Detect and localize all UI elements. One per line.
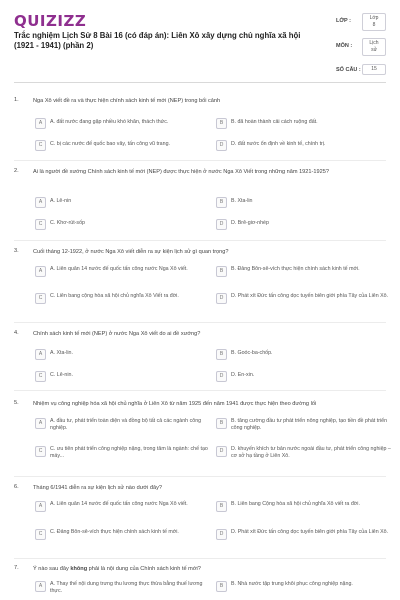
- option-text: A. Liên quân 14 nước đế quốc tấn công nước Nga Xô viết.: [50, 266, 188, 272]
- option-text: D. En-xin.: [231, 372, 255, 378]
- option-letter: D: [216, 446, 227, 457]
- class-value-line-2: 8: [372, 22, 376, 28]
- question-text: Tháng 6/1941 diễn ra sự kiện lịch sử nào dưới đây?: [33, 485, 163, 491]
- option-letter: B: [216, 501, 227, 512]
- option-text: B. đã hoàn thành cải cách ruộng đất.: [231, 119, 318, 125]
- option-d[interactable]: [216, 219, 393, 233]
- question-number: 7.: [14, 565, 19, 571]
- option-c[interactable]: [35, 446, 212, 468]
- option-c[interactable]: [35, 293, 212, 315]
- option-d[interactable]: [216, 293, 393, 315]
- subject-value: [362, 38, 386, 56]
- subject-label: MÔN :: [336, 43, 353, 49]
- question-divider: [14, 160, 386, 161]
- option-a[interactable]: [35, 266, 212, 288]
- option-letter: C: [35, 446, 46, 457]
- option-letter: B: [216, 197, 227, 208]
- option-b[interactable]: [216, 349, 393, 363]
- question-6: [14, 484, 389, 556]
- option-text: B. Đảng Bôn-sê-vích thực hiện chính sách kinh tế mới.: [231, 266, 360, 272]
- option-text: A. Thay thế nội dung trưng thu lương thực thừa bằng thuế lương thực.: [50, 581, 203, 594]
- question-text: Nga Xô viết đề ra và thực hiện chính sách kinh tế mới (NEP) trong bối cảnh: [33, 98, 221, 104]
- option-text: C. ưu tiên phát triển công nghiệp nặng, trong tâm là ngành: chế tạo máy...: [50, 446, 208, 459]
- option-d[interactable]: [216, 371, 393, 385]
- option-text: D. đất nước ổn định về kinh tế, chính trị.: [231, 141, 326, 147]
- question-text-after: phải là nội dung của Chính sách kinh tế mới?: [87, 566, 201, 572]
- option-text: A. Xta-lin.: [50, 350, 73, 356]
- option-letter: D: [216, 219, 227, 230]
- question-text-before: Ý nào sau đây: [33, 566, 71, 572]
- option-letter: B: [216, 418, 227, 429]
- option-c[interactable]: [35, 371, 212, 385]
- option-d[interactable]: [216, 529, 393, 551]
- option-letter: B: [216, 118, 227, 129]
- option-a[interactable]: [35, 418, 212, 440]
- option-letter: B: [216, 266, 227, 277]
- option-a[interactable]: [35, 581, 212, 600]
- question-number: 2.: [14, 168, 19, 174]
- option-a[interactable]: [35, 501, 212, 523]
- option-a[interactable]: [35, 349, 212, 363]
- subject-value-line-1: Lịch: [369, 40, 379, 46]
- option-text: A. đất nước đang gặp nhiều khó khăn, thách thức.: [50, 119, 169, 125]
- option-letter: B: [216, 349, 227, 360]
- option-letter: A: [35, 501, 46, 512]
- option-a[interactable]: [35, 118, 212, 132]
- option-letter: A: [35, 349, 46, 360]
- question-1: [14, 97, 386, 157]
- option-b[interactable]: [216, 501, 393, 523]
- option-letter: D: [216, 529, 227, 540]
- question-text-emphasis: không: [70, 566, 88, 572]
- question-number: 3.: [14, 248, 19, 254]
- option-c[interactable]: [35, 529, 212, 551]
- option-text: A. Liên quân 14 nước đế quốc tấn công nước Nga Xô viết.: [50, 501, 188, 507]
- class-label: LỚP :: [336, 18, 351, 24]
- question-divider: [14, 476, 386, 477]
- option-letter: D: [216, 293, 227, 304]
- option-b[interactable]: [216, 581, 393, 600]
- option-letter: B: [216, 581, 227, 592]
- question-text: [33, 565, 383, 573]
- question-3: [14, 248, 389, 320]
- option-letter: D: [216, 140, 227, 151]
- question-number: 4.: [14, 330, 19, 336]
- option-b[interactable]: [216, 418, 393, 440]
- question-2: [14, 168, 386, 238]
- quizizz-logo: QUIZIZZ: [14, 12, 87, 30]
- option-letter: A: [35, 118, 46, 129]
- option-b[interactable]: [216, 197, 393, 211]
- option-letter: C: [35, 529, 46, 540]
- question-divider: [14, 390, 386, 391]
- question-number: 1.: [14, 97, 19, 103]
- option-letter: A: [35, 418, 46, 429]
- option-text: B. Xta-lin: [231, 198, 253, 204]
- question-divider: [14, 322, 386, 323]
- question-number: 6.: [14, 484, 19, 490]
- option-text: D. khuyến khích tư bản nước ngoài đầu tư, phát triển công nghiệp – cơ sở hạ tầng ở Liên Xô.: [231, 446, 391, 459]
- option-letter: A: [35, 197, 46, 208]
- document-header: [0, 0, 400, 86]
- option-text: C. Khơ-rút-sốp: [50, 220, 85, 226]
- option-c[interactable]: [35, 140, 212, 154]
- class-value-line-1: Lớp: [369, 15, 379, 21]
- option-text: C. Liên bang cộng hòa xã hội chủ nghĩa Xô Viết ra đời.: [50, 293, 179, 299]
- option-letter: C: [35, 371, 46, 382]
- option-text: A. đầu tư, phát triển toàn diện và đồng bộ tất cả các ngành công nghiệp.: [50, 418, 202, 431]
- option-text: A. Lê-nin: [50, 198, 72, 204]
- question-5: [14, 400, 391, 474]
- option-letter: D: [216, 371, 227, 382]
- page-title: Trắc nghiệm Lịch Sử 8 Bài 16 (có đáp án): Liên Xô xây dựng chủ nghĩa xã hội (1921 - 1941) (phần 2): [14, 31, 301, 50]
- option-d[interactable]: [216, 140, 393, 154]
- option-text: B. tăng cường đầu tư phát triển nông nghiệp, tạo tiền đề phát triển công nghiệp.: [231, 418, 388, 431]
- option-text: C. Lê-nin.: [50, 372, 73, 378]
- question-text: Nhiệm vụ công nghiệp hóa xã hội chủ nghĩa ở Liên Xô từ năm 1925 đến năm 1941 được thực hiện theo đường lối: [33, 401, 317, 407]
- option-c[interactable]: [35, 219, 212, 233]
- option-letter: A: [35, 581, 46, 592]
- question-4: [14, 330, 386, 386]
- option-text: D. Brê-giơ-nhép: [231, 220, 269, 226]
- option-text: C. bị các nước đế quốc bao vây, tấn công vũ trang.: [50, 141, 170, 147]
- question-text: Cuối tháng 12-1922, ở nước Nga Xô viết diễn ra sự kiện lịch sử gì quan trọng?: [33, 249, 229, 255]
- option-d[interactable]: [216, 446, 393, 468]
- question-divider: [14, 558, 386, 559]
- question-number: 5.: [14, 400, 19, 406]
- class-value: [362, 13, 386, 31]
- count-value: 15: [362, 64, 386, 75]
- question-text: Chính sách kinh tế mới (NEP) ở nước Nga Xô viết do ai đề xướng?: [33, 331, 201, 337]
- option-letter: C: [35, 293, 46, 304]
- header-divider: [14, 82, 386, 83]
- option-text: C. Đảng Bôn-sê-vích thực hiện chính sách kinh tế mới.: [50, 529, 179, 535]
- question-text: Ai là người đề xướng Chính sách kinh tế mới (NEP) được thực hiện ở nước Nga Xô Viết trong những năm 1921-1925?: [33, 169, 329, 175]
- question-7: [14, 565, 386, 600]
- option-letter: C: [35, 219, 46, 230]
- option-b[interactable]: [216, 266, 393, 288]
- subject-value-line-2: sử: [371, 47, 377, 53]
- question-divider: [14, 240, 386, 241]
- option-a[interactable]: [35, 197, 212, 211]
- option-text: D. Phát xít Đức tấn công dọc tuyến biên giới phía Tây của Liên Xô.: [231, 293, 389, 299]
- option-letter: A: [35, 266, 46, 277]
- option-text: B. Goóc-ba-chốp.: [231, 350, 273, 356]
- option-text: D. Phát xít Đức tấn công dọc tuyến biên giới phía Tây của Liên Xô.: [231, 529, 389, 535]
- option-text: B. Liên bang Cộng hòa xã hội chủ nghĩa Xô viết ra đời.: [231, 501, 360, 507]
- option-letter: C: [35, 140, 46, 151]
- option-text: B. Nhà nước tập trung khôi phục công nghiệp nặng.: [231, 581, 353, 587]
- option-b[interactable]: [216, 118, 393, 132]
- count-label: SỐ CÂU :: [336, 67, 361, 73]
